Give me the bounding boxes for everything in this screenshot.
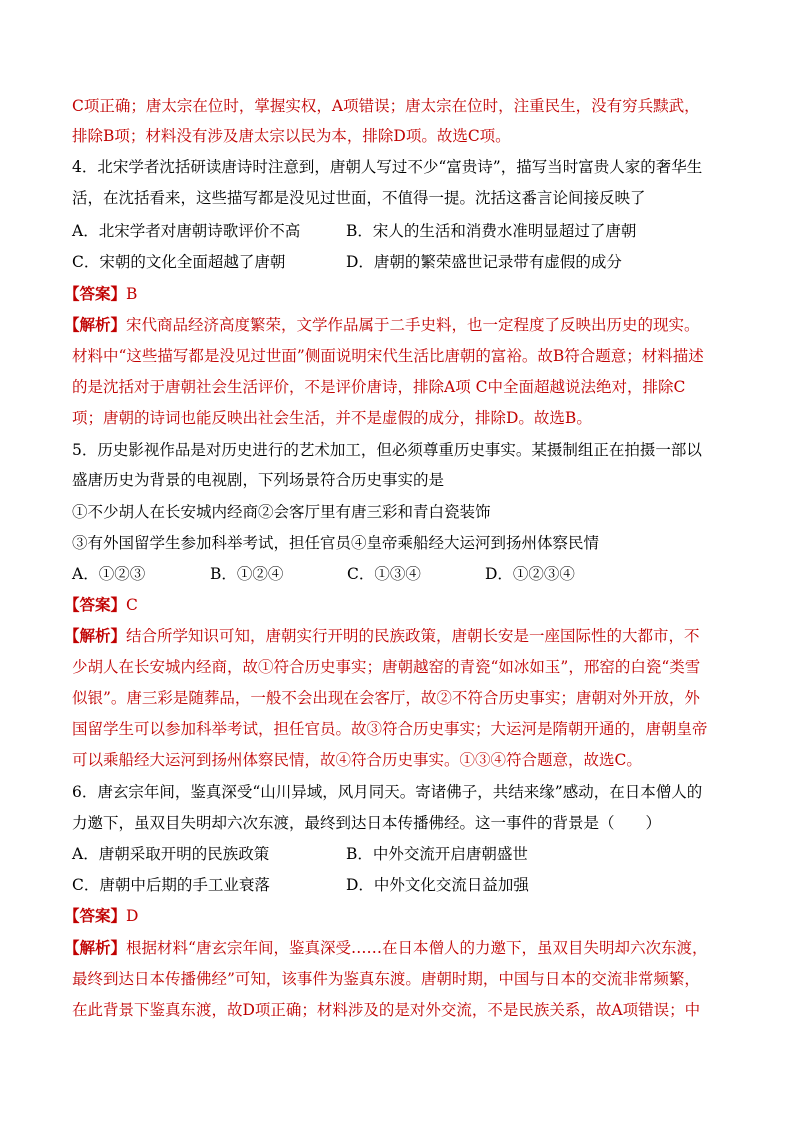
q5-analysis-label: 【解析】 bbox=[64, 626, 127, 645]
q4-option-d: D．唐朝的繁荣盛世记录带有虚假的成分 bbox=[346, 253, 622, 271]
q5-stem-line-2: 盛唐历史为背景的电视剧，下列场景符合历史事实的是 bbox=[72, 471, 445, 489]
q4-analysis-line-3: 的是沈括对于唐朝社会生活评价，不是评价唐诗，排除A项 C中全面超越说法绝对，排除C bbox=[72, 378, 686, 396]
q6-option-d: D．中外文化交流日益加强 bbox=[346, 876, 529, 894]
q5-option-d: D．①②③④ bbox=[485, 565, 575, 583]
q4-stem-line-2: 活，在沈括看来，这些描写都是没见过世面，不值得一提。沈括这番言论间接反映了 bbox=[72, 189, 646, 207]
q5-answer-value: C bbox=[126, 596, 138, 614]
q6-analysis-line-1: 【解析】根据材料“唐玄宗年间，鉴真深受……在日本僧人的力邀下，虽双目失明却六次东渡， bbox=[64, 938, 708, 957]
q5-analysis-line-1: 【解析】结合所学知识可知，唐朝实行开明的民族政策，唐朝长安是一座国际性的大都市，不 bbox=[64, 626, 700, 645]
q6-stem-line-2: 力邀下，虽双目失明却六次东渡，最终到达日本传播佛经。这一事件的背景是（ ） bbox=[72, 814, 662, 832]
q5-analysis-line-4: 国留学生可以参加科举考试，担任官员。故③符合历史事实；大运河是隋朝开通的，唐朝皇帝 bbox=[72, 720, 708, 738]
prev-analysis-red-text: C项正确；唐太宗在位时，掌握实权， bbox=[72, 97, 332, 115]
q6-option-b: B．中外交流开启唐朝盛世 bbox=[346, 845, 528, 863]
prev-analysis-line-2: 排除B项；材料没有涉及唐太宗以民为本，排除D项。故选C项。 bbox=[72, 127, 511, 145]
q4-answer bbox=[64, 283, 137, 305]
q4-answer-value: B bbox=[126, 285, 138, 303]
q6-analysis-label: 【解析】 bbox=[64, 938, 127, 957]
q4-answer-label: 【答案】 bbox=[64, 284, 127, 303]
q5-option-b: B．①②④ bbox=[210, 565, 284, 583]
q5-stem-line-3: ①不少胡人在长安城内经商②会客厅里有唐三彩和青白瓷装饰 bbox=[72, 503, 491, 521]
q5-stem-line-4: ③有外国留学生参加科举考试，担任官员④皇帝乘船经大运河到扬州体察民情 bbox=[72, 534, 600, 552]
q5-option-a: A．①②③ bbox=[72, 565, 146, 583]
q6-option-c: C．唐朝中后期的手工业衰落 bbox=[72, 876, 270, 894]
q5-analysis-line-5: 可以乘船经大运河到扬州体察民情，故④符合历史事实。①③④符合题意，故选C。 bbox=[72, 751, 642, 769]
q5-option-c: C．①③④ bbox=[347, 565, 421, 583]
q5-stem-line-1: 5．历史影视作品是对历史进行的艺术加工，但必须尊重历史事实。某摄制组正在拍摄一部以 bbox=[72, 441, 702, 459]
q4-analysis-line-4: 项；唐朝的诗词也能反映出社会生活，并不是虚假的成分，排除D。故选B。 bbox=[72, 409, 592, 427]
q6-option-a: A．唐朝采取开明的民族政策 bbox=[72, 845, 270, 863]
q5-analysis-line-3: 似银”。唐三彩是随葬品，一般不会出现在会客厅，故②不符合历史事实；唐朝对外开放，外 bbox=[72, 689, 700, 707]
q6-analysis-line-3: 在此背景下鉴真东渡，故D项正确；材料涉及的是对外交流，不是民族关系，故A项错误；中 bbox=[72, 1001, 701, 1019]
prev-analysis-line-1 bbox=[72, 95, 700, 117]
q5-analysis-line-2: 少胡人在长安城内经商，故①符合历史事实；唐朝越窑的青瓷“如冰如玉”，邢窑的白瓷“类雪 bbox=[72, 658, 701, 676]
q4-analysis-label: 【解析】 bbox=[64, 315, 127, 334]
q4-analysis-line-1: 【解析】宋代商品经济高度繁荣，文学作品属于二手史料，也一定程度了反映出历史的现实。 bbox=[64, 315, 700, 334]
q4-option-b: B．宋人的生活和消费水准明显超过了唐朝 bbox=[346, 222, 637, 240]
q6-analysis-line-2: 最终到达日本传播佛经”可知，该事件为鉴真东渡。唐朝时期，中国与日本的交流非常频繁， bbox=[72, 970, 700, 988]
q4-stem-line-1: 4．北宋学者沈括研读唐诗时注意到，唐朝人写过不少“富贵诗”，描写当时富贵人家的奢华生 bbox=[72, 158, 703, 176]
q6-answer bbox=[64, 905, 138, 927]
q4-option-a: A．北宋学者对唐朝诗歌评价不高 bbox=[72, 222, 301, 240]
q6-stem-line-1: 6．唐玄宗年间，鉴真深受“山川异域，风月同天。寄诸佛子，共结来缘”感动，在日本僧人的 bbox=[72, 783, 703, 801]
q5-answer bbox=[64, 594, 138, 616]
q6-answer-value: D bbox=[126, 907, 139, 925]
q5-answer-label: 【答案】 bbox=[64, 595, 127, 614]
prev-analysis-black-text: A项错误；唐太宗在位时，注重民生，没有穷兵黩武， bbox=[331, 97, 700, 115]
q4-analysis-line-2: 材料中“这些描写都是没见过世面”侧面说明宋代生活比唐朝的富裕。故B符合题意；材料描述 bbox=[72, 347, 704, 365]
q6-answer-label: 【答案】 bbox=[64, 906, 127, 925]
q4-option-c: C．宋朝的文化全面超越了唐朝 bbox=[72, 253, 286, 271]
